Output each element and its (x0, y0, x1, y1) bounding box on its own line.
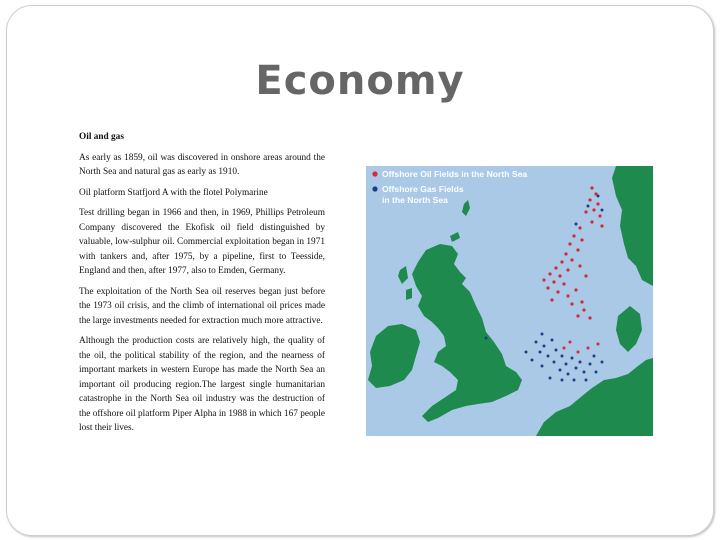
paragraph-3: Test drilling began in 1966 and then, in 1969, Phillips Petroleum Company discovered the Ekofisk oil field distinguished by valuable, low-sulphur oil. Commercial exploitation began in 1971 with tankers and, after 1975, by a pipeline, first to Teesside, England and then, after 1977, also to Emden, Germany. (79, 208, 325, 276)
legend-gas-label-line2: in the North Sea (382, 195, 448, 205)
paragraph-5: Although the production costs are relatively high, the quality of the oil, the political stability of the region, and the nearness of important markets in western Europe has made the North Sea an important oil producing region.The largest single humanitarian catastrophe in the North Sea oil industry was the destruction of the offshore oil platform Piper Alpha in 1988 in which 167 people lost their lives. (79, 336, 325, 433)
paragraph-1: As early as 1859, oil was discovered in onshore areas around the North Sea and natural gas as early as 1910. (79, 152, 325, 177)
body-text (79, 130, 325, 442)
legend-gas-label-line1: Offshore Gas Fields (382, 184, 464, 194)
legend-gas-marker (372, 186, 377, 191)
paragraph-4: The exploitation of the North Sea oil reserves began just before the 1973 oil crisis, and the climb of international oil prices made the large investments needed for extraction much more attractive. (79, 286, 325, 326)
legend-oil-marker (372, 171, 377, 176)
slide-title: Economy (255, 58, 465, 104)
section-heading: Oil and gas (79, 132, 124, 142)
legend-oil-label: Offshore Oil Fields in the North Sea (382, 169, 528, 179)
hebrides-islands-2 (406, 288, 412, 300)
north-sea-fields-map (366, 166, 653, 436)
paragraph-2: Oil platform Statfjord A with the flotel Polymarine (79, 187, 268, 198)
